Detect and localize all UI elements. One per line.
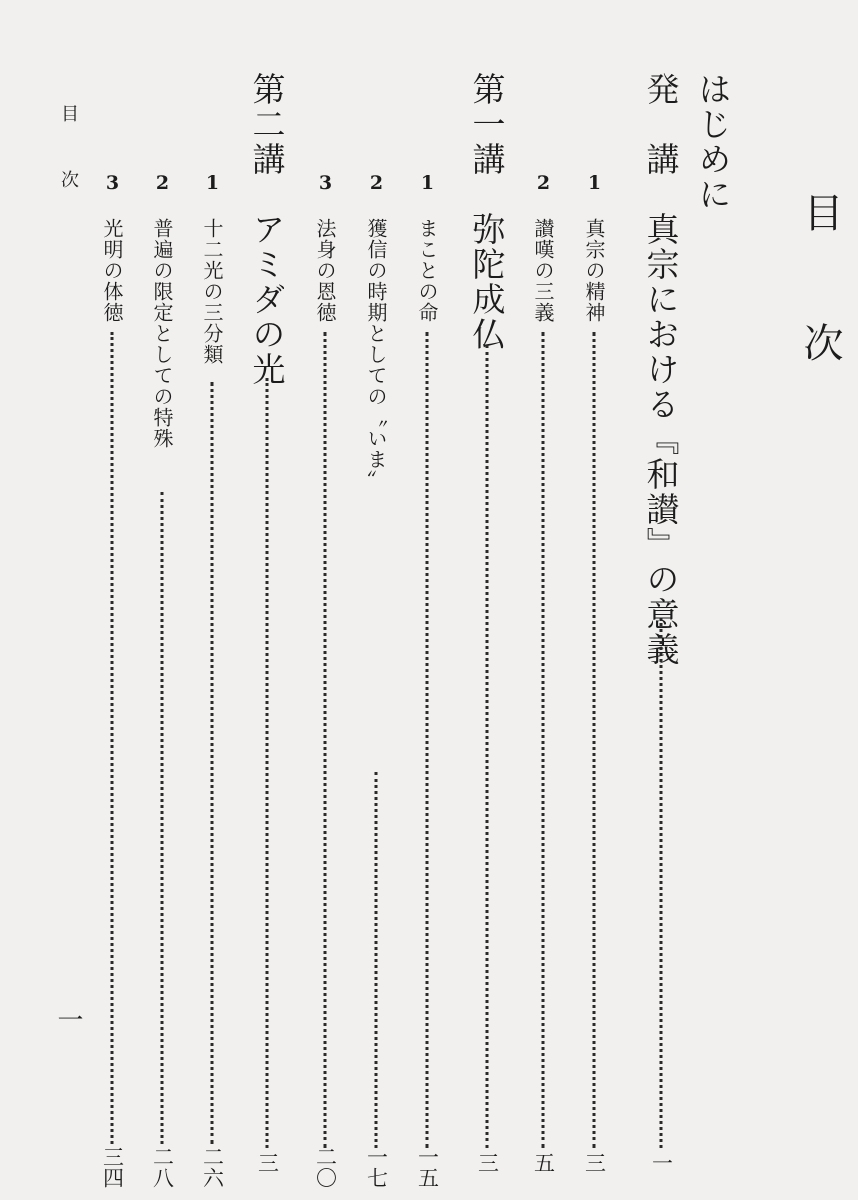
toc-entry-label: はじめに	[693, 72, 733, 212]
dot-leader	[375, 772, 378, 1148]
toc-page-number: 三	[255, 1152, 280, 1173]
toc-entry-number: 1	[583, 172, 606, 194]
toc-entry-label: 第一講 弥陀成仏	[467, 72, 507, 352]
toc-entry-number: 1	[416, 172, 439, 194]
toc-entry-number: 3	[101, 172, 124, 194]
toc-entry-label: 発 講 真宗における『和讃』の意義	[641, 72, 681, 667]
toc-page-number: 一	[649, 1152, 674, 1173]
page-title: 目次	[797, 192, 843, 452]
toc-entry-label: 光明の体徳	[100, 218, 124, 323]
toc-page-number: 二〇	[313, 1146, 338, 1188]
toc-entry-label: 法身の恩徳	[313, 218, 337, 323]
toc-page-number: 五	[531, 1152, 556, 1173]
toc-page-number: 二六	[200, 1146, 225, 1188]
toc-entry-number: 1	[201, 172, 224, 194]
running-head: 目次	[58, 104, 79, 236]
toc-page-number: 一五	[415, 1146, 440, 1188]
toc-entry-number: 2	[532, 172, 555, 194]
toc-entry-label: 十二光の三分類	[200, 218, 224, 365]
toc-entry-number: 2	[151, 172, 174, 194]
toc-entry-label: 第二講 アミダの光	[247, 72, 287, 387]
dot-leader	[211, 382, 214, 1144]
toc-page-number: 三	[582, 1152, 607, 1173]
dot-leader	[486, 345, 489, 1148]
dot-leader	[542, 332, 545, 1148]
dot-leader	[426, 332, 429, 1148]
dot-leader	[266, 378, 269, 1148]
dot-leader	[593, 332, 596, 1148]
toc-page-number: 二八	[150, 1146, 175, 1188]
toc-page-number: 一七	[364, 1146, 389, 1188]
folio-page-number: 一	[53, 1006, 83, 1032]
dot-leader	[111, 332, 114, 1144]
toc-page-number: 三四	[100, 1146, 125, 1188]
dot-leader	[660, 618, 663, 1148]
dot-leader	[324, 332, 327, 1148]
toc-entry-label: まことの命	[415, 218, 439, 323]
toc-entry-label: 讃嘆の三義	[531, 218, 555, 323]
toc-entry-label: 普遍の限定としての特殊	[150, 218, 174, 449]
toc-entry-number: 3	[314, 172, 337, 194]
toc-entry-label: 獲信の時期としての〝いま〟	[364, 218, 388, 491]
dot-leader	[161, 492, 164, 1144]
toc-page-number: 三	[475, 1152, 500, 1173]
toc-entry-label: 真宗の精神	[582, 218, 606, 323]
toc-entry-number: 2	[365, 172, 388, 194]
